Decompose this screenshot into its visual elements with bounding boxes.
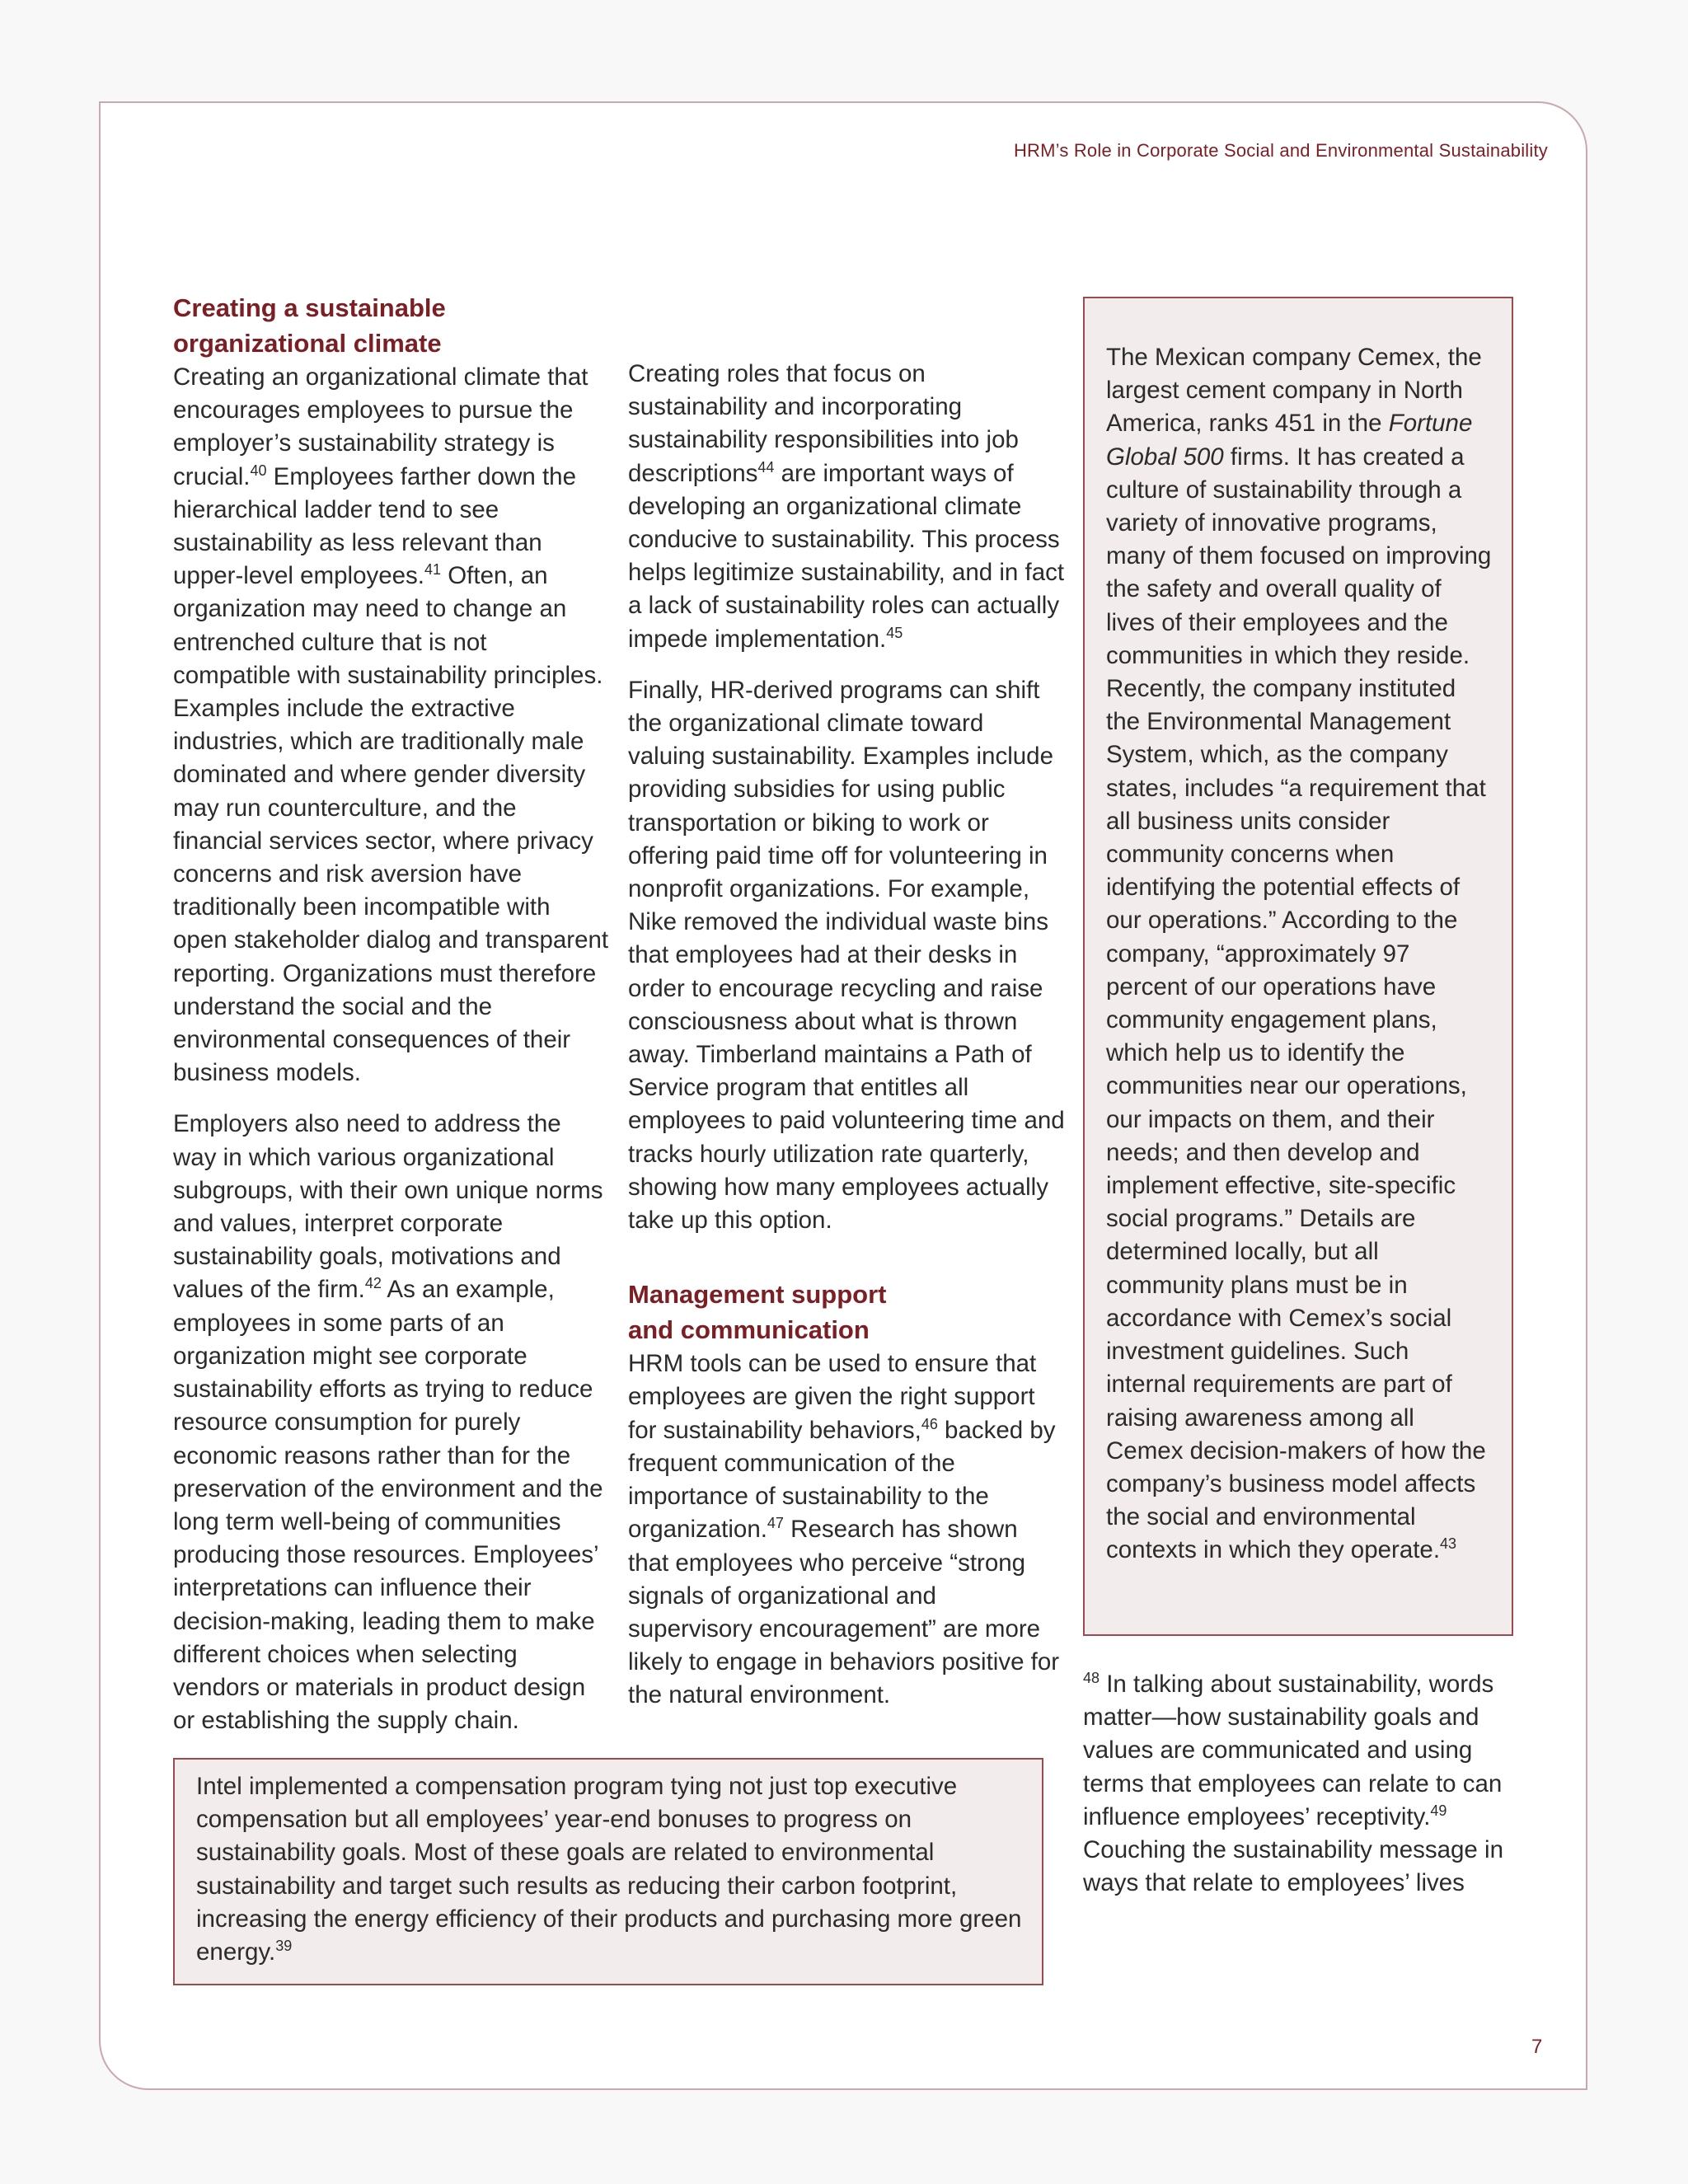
column-1: [173, 290, 610, 1755]
text-run: Employees farther down the hierarchical ladder tend to see sustainability as less relevant than upper-level employees.: [173, 462, 576, 590]
footnote-ref: 48: [1083, 1670, 1100, 1687]
text-run: Employers also need to address the way in which various organizational subgroups, with their own unique norms and values, interpret corporate sustainability goals, motivations and values of the firm.: [173, 1110, 603, 1304]
footnote-ref: 43: [1440, 1535, 1457, 1553]
heading-line: and communication: [628, 1315, 870, 1345]
section-heading-management-support: [628, 1277, 1065, 1347]
page-number: 7: [1531, 2036, 1543, 2058]
text-run: Creating an organizational climate that encourages employees to pursue the employer’s sustainability strategy is crucial.: [173, 363, 588, 490]
text-run: In talking about sustainability, words matter—how sustainability goals and values are communicated and using terms that employees can relate to can influence employees’ receptivity.: [1083, 1671, 1503, 1830]
text-run: Finally, HR-derived programs can shift the organizational climate toward valuing sustainability. Examples include providing subsidies for using public transportation or biking to work or offering paid time off for volunteering in nonprofit organizations. For example, Nike removed the individual waste bins that employees had at their desks in order to encourage recycling and raise consciousness about what is thrown away. Timberland maintains a Path of Service program that entitles all employees to paid volunteering time and tracks hourly utilization rate quarterly, showing how many employees actually take up this option.: [628, 676, 1065, 1235]
text-run: Intel implemented a compensation program tying not just top executive compensation but all employees’ year-end bonuses to progress on sustainability goals. Most of these goals are related to environmental sustainability and target such results as reducing their carbon footprint, increasing the energy efficiency of their products and purchasing more green energy.: [196, 1773, 1022, 1966]
intel-case-box: [173, 1758, 1043, 1985]
footnote-ref: 45: [886, 624, 903, 641]
paragraph-climate-intro: [173, 361, 610, 1090]
column-3: [1083, 1668, 1512, 1918]
text-run: Research has shown that employees who perceive “strong signals of organizational and supervisory encouragement” are more likely to engage in behaviors positive for the natural environment.: [628, 1516, 1060, 1709]
running-header: HRM’s Role in Corporate Social and Environmental Sustainability: [1013, 140, 1548, 161]
footnote-ref: 47: [767, 1515, 784, 1532]
section-heading-sustainable-climate: [173, 290, 610, 361]
text-run: As an example, employees in some parts of an organization might see corporate sustainability efforts as trying to reduce resource consumption for purely economic reasons rather than for the preservation of the environment and the long term well-being of communities producing those resources. Employees’ interpretations can influence their decision-making, leading them to make different choices when selecting vendors or materials in product design or establishing the supply chain.: [173, 1276, 603, 1735]
paragraph-communication: [1083, 1668, 1512, 1900]
footnote-ref: 42: [364, 1275, 382, 1292]
cemex-case-box: [1083, 297, 1513, 1636]
heading-line: organizational climate: [173, 329, 442, 358]
footnote-ref: 39: [275, 1938, 293, 1955]
paragraph-hr-programs: [628, 674, 1065, 1237]
text-run: backed by frequent communication of the importance of sustainability to the organization.: [628, 1416, 1056, 1544]
footnote-ref: 44: [757, 458, 775, 476]
footnote-ref: 46: [921, 1415, 938, 1432]
text-run: Creating roles that focus on sustainability and incorporating sustainability responsibilities into job descriptions: [628, 360, 1019, 487]
text-run: HRM tools can be used to ensure that employees are given the right support for sustainability behaviors,: [628, 1350, 1037, 1444]
paragraph-hrm-tools: [628, 1347, 1065, 1712]
text-run: The Mexican company Cemex, the largest cement company in North America, ranks 451 in the: [1106, 344, 1482, 438]
footnote-ref: 49: [1430, 1802, 1447, 1819]
paragraph-roles: [628, 358, 1065, 656]
footnote-ref: 41: [424, 561, 442, 579]
footnote-ref: 40: [250, 462, 267, 479]
text-run: firms. It has created a culture of sustainability through a variety of innovative programs, many of them focused on improving the safety and overall quality of lives of their employees and the communities in which they reside. Recently, the company instituted the Environmental Management System, which, as the company states, includes “a requirement that all business units consider community concerns when identifying the potential effects of our operations.” According to the company, “approximately 97 percent of our operations have community engagement plans, which help us to identify the communities near our operations, our impacts on them, and their needs; and then develop and implement effective, site-specific social programs.” Details are determined locally, but all community plans must be in accordance with Cemex’s social investment guidelines. Such internal requirements are part of raising awareness among all Cemex decision-makers of how the company’s business model affects the social and environmental contexts in which they operate.: [1106, 443, 1492, 1564]
text-run: are important ways of developing an organizational climate conducive to sustainability. This process helps legitimize sustainability, and in fact a lack of sustainability roles can actually impede implementation.: [628, 459, 1065, 653]
heading-line: Creating a sustainable: [173, 293, 446, 322]
publication-title: Fortune Global 500: [1106, 410, 1473, 471]
paragraph-subgroups: [173, 1108, 610, 1737]
text-run: Often, an organization may need to change an entrenched culture that is not compatible with sustainability principles. Examples include the extractive industries, which are traditionally male dominated and where gender diversity may run counterculture, and the financial services sector, where privacy concerns and risk aversion have traditionally been incompatible with open stakeholder dialog and transparent reporting. Organizations must therefore understand the social and the environmental consequences of their business models.: [173, 562, 609, 1087]
heading-line: Management support: [628, 1280, 887, 1310]
column-2: [628, 290, 1065, 1731]
text-run: Couching the sustainability message in ways that relate to employees’ lives: [1083, 1836, 1503, 1897]
